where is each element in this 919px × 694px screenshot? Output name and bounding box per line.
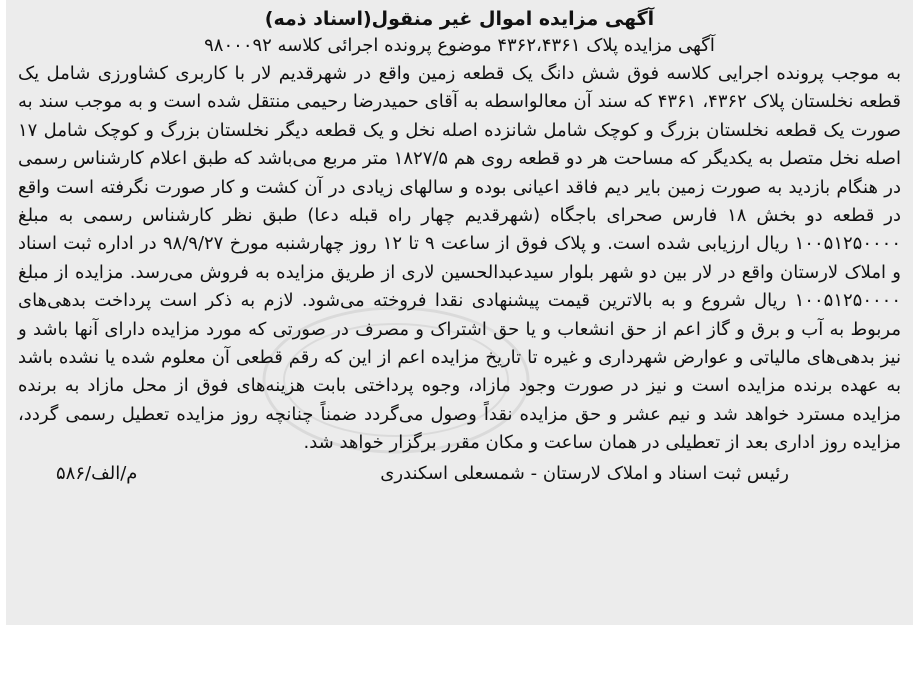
notice-body: به موجب پرونده اجرایی کلاسه فوق شش دانگ یک قطعه زمین واقع در شهرقدیم لار با کاربری کشاورزی شامل یک قطعه نخلستان پلاک ۴۳۶۲، ۴۳۶۱ که سند آن معالواسطه به آقای حمیدرضا رحیمی منتقل شده است و به موجب سند به صورت یک قطعه نخلستان بزرگ و کوچک شامل شانزده اصله نخل و یک قطعه دیگر نخلستان بزرگ و کوچک شامل ۱۷ اصله نخل متصل به یکدیگر که مساحت هر دو قطعه روی هم ۱۸۲۷/۵ متر مربع می‌باشد که طبق اعلام کارشناس رسمی در هنگام بازدید به صورت زمین بایر دیم فاقد اعیانی بوده و سالهای زیادی در آن کشت و کار صورت نگرفته است واقع در قطعه دو بخش ۱۸ فارس صحرای باجگاه (شهرقدیم چهار راه قبله دعا) طبق نظر کارشناس رسمی به مبلغ ۱۰۰۵۱۲۵۰۰۰۰ ریال ارزیابی شده است. و پلاک فوق از ساعت ۹ تا ۱۲ روز چهارشنبه مورخ ۹۸/۹/۲۷ در اداره ثبت اسناد و املاک لارستان واقع در لار بین دو شهر بلوار سیدعبدالحسین لاری از طریق مزایده به فروش می‌رسد. مزایده از مبلغ ۱۰۰۵۱۲۵۰۰۰۰ ریال شروع و به بالاترین قیمت پیشنهادی نقدا فروخته می‌شود. لازم به ذکر است پرداخت بدهی‌های مربوط به آب و برق و گاز اعم از حق انشعاب و یا حق اشتراک و مصرف در صورتی که مورد مزایده دارای آنها باشد و نیز بدهی‌های مالیاتی و عوارض شهرداری و غیره تا تاریخ مزایده اعم از این که رقم قطعی آن معلوم شده یا نشده باشد به عهده برنده مزایده است و نیز در صورت وجود مازاد، وجوه پرداختی بابت هزینه‌های فوق از محل مازاد به برنده مزایده مسترد خواهد شد و نیم عشر و حق مزایده نقداً وصول می‌گردد ضمناً چنانچه روز مزایده تعطیل رسمی گردد، مزایده روز اداری بعد از تعطیلی در همان ساعت و مکان مقرر برگزار خواهد شد. — [18, 63, 902, 454]
signatory: رئیس ثبت اسناد و املاک لارستان - شمسعلی اسکندری — [380, 462, 789, 484]
notice-title: آگهی مزایده اموال غیر منقول(اسناد ذمه) — [264, 8, 655, 30]
notice-subtitle: آگهی مزایده پلاک ۴۳۶۲،۴۳۶۱ موضوع پرونده اجرائی کلاسه ۹۸۰۰۰۹۲ — [204, 35, 715, 56]
auction-notice — [6, 0, 913, 625]
signature-line — [18, 460, 901, 488]
reference-number: م/الف/۵۸۶ — [56, 462, 138, 484]
